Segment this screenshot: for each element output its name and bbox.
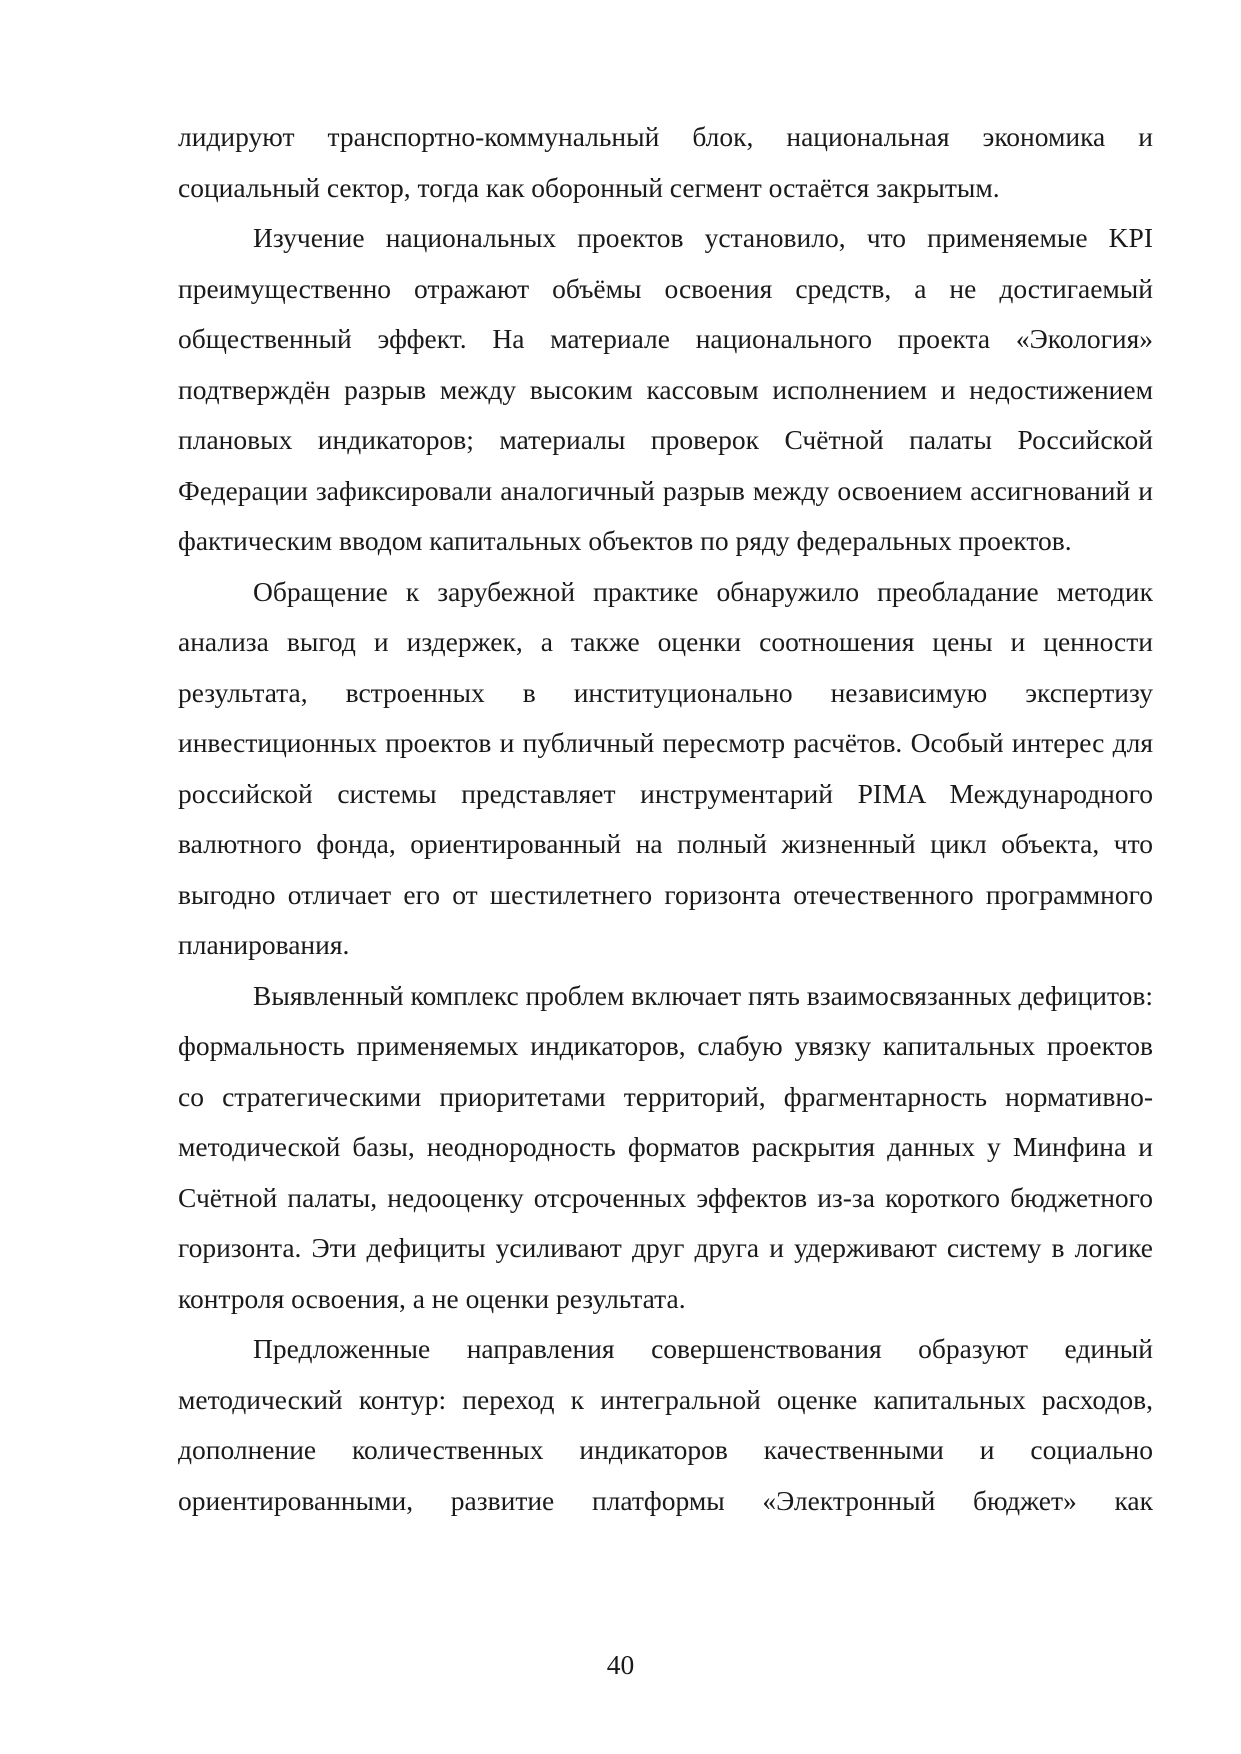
paragraph-continuation: лидируют транспортно-коммунальный блок, национальная экономика и социальный сектор, тогда как оборонный сегмент остаётся закрытым. (178, 121, 1153, 203)
paragraph-foreign-practice: Обращение к зарубежной практике обнаружило преобладание методик анализа выгод и издержек, а также оценки соотношения цены и ценности результата, встроенных в институционально независимую экспертизу инвестиционных проектов и публичный пересмотр расчётов. Особый интерес для российской системы представляет инструментарий PIMA Международного валютного фонда, ориентированный на полный жизненный цикл объекта, что выгодно отличает его от шестилетнего горизонта отечественного программного планирования. (178, 575, 1153, 960)
document-body (178, 112, 1153, 1526)
page-number: 40 (606, 1649, 635, 1680)
paragraph-national-projects: Изучение национальных проектов установило, что применяемые KPI преимущественно отражают объёмы освоения средств, а не достигаемый общественный эффект. На материале национального проекта «Экология» подтверждён разрыв между высоким кассовым исполнением и недостижением плановых индикаторов; материалы проверок Счётной палаты Российской Федерации зафиксировали аналогичный разрыв между освоением ассигнований и фактическим вводом капитальных объектов по ряду федеральных проектов. (178, 222, 1153, 556)
paragraph-problems: Выявленный комплекс проблем включает пять взаимосвязанных дефицитов: формальность применяемых индикаторов, слабую увязку капитальных проектов со стратегическими приоритетами территорий, фрагментарность нормативно-методической базы, неоднородность форматов раскрытия данных у Минфина и Счётной палаты, недооценку отсроченных эффектов из-за короткого бюджетного горизонта. Эти дефициты усиливают друг друга и удерживают систему в логике контроля освоения, а не оценки результата. (178, 979, 1153, 1314)
paragraph-directions: Предложенные направления совершенствования образуют единый методический контур: переход к интегральной оценке капитальных расходов, дополнение количественных индикаторов качественными и социально ориентированными, развитие платформы «Электронный бюджет» как (178, 1333, 1153, 1516)
